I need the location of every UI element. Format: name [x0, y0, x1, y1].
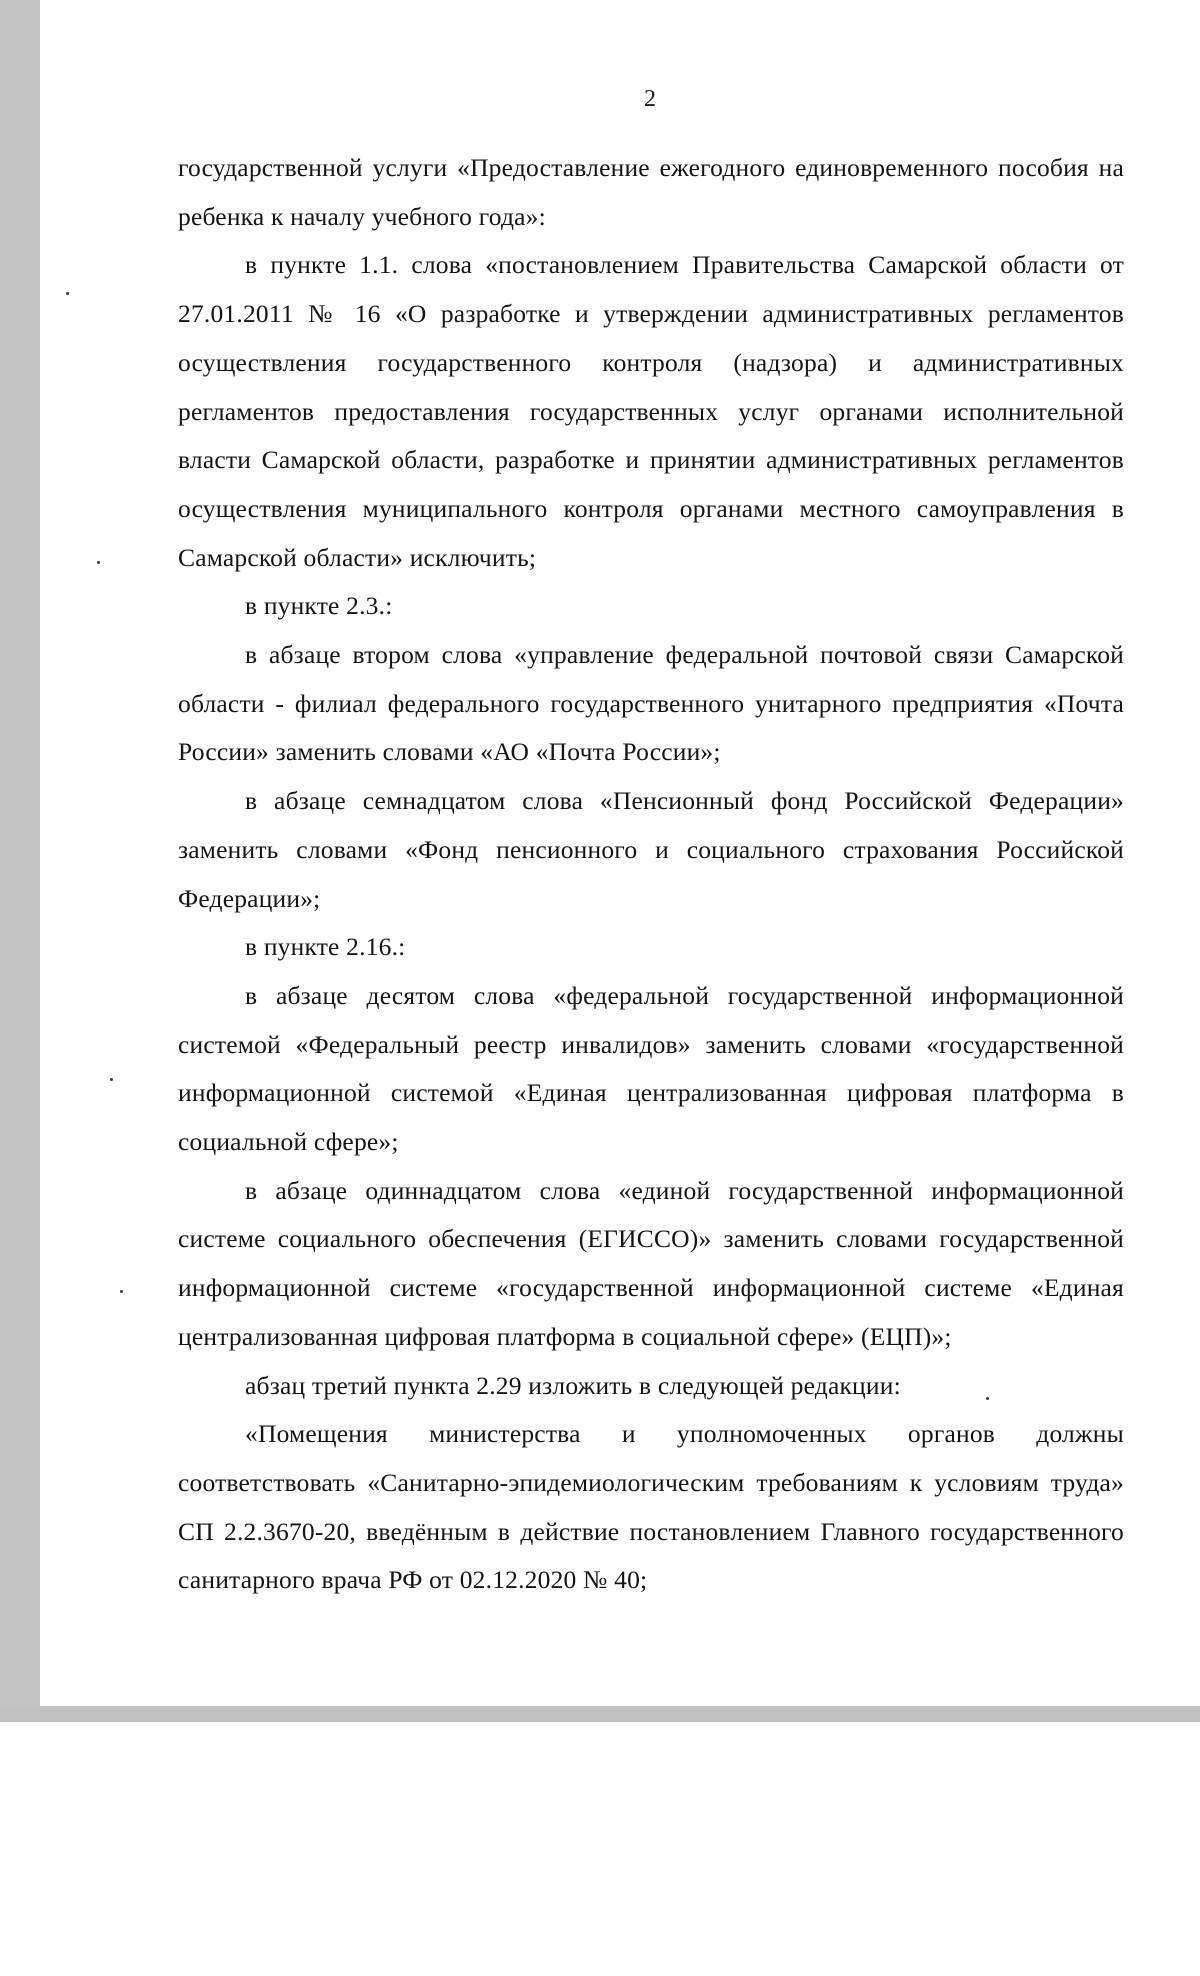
scan-speck [120, 1290, 123, 1293]
scan-border-left [0, 0, 40, 1712]
document-body [178, 144, 1124, 1605]
paragraph-intro: государственной услуги «Предоставление ежегодного единовременного пособия на ребенка к началу учебного года»: [178, 153, 1124, 231]
scan-speck [986, 1397, 989, 1400]
paragraph-point-2-16-tenth: в абзаце десятом слова «федеральной государственной информационной системой «Федеральный реестр инвалидов» заменить словами «государственной информационной системой «Единая централизованная цифровая платформа в социальной сфере»; [178, 980, 1124, 1157]
scan-speck [110, 1078, 113, 1081]
scan-speck [66, 292, 69, 295]
paragraph-point-2-3-second: в абзаце втором слова «управление федеральной почтовой связи Самарской области - филиал федерального государственного унитарного предприятия «Почта России» заменить словами «АО «Почта России»; [178, 640, 1124, 767]
page-number: 2 [644, 86, 656, 112]
scan-speck [97, 561, 100, 564]
paragraph-point-2-16-heading: в пункте 2.16.: [245, 932, 406, 962]
paragraph-point-2-16-eleventh: в абзаце одиннадцатом слова «единой государственной информационной системе социального обеспечения (ЕГИССО)» заменить словами государственной информационной системе «государственной информационной системе «Единая централизованная цифровая платформа в социальной сфере» (ЕЦП)»; [178, 1175, 1124, 1351]
paragraph-point-2-3-heading: в пункте 2.3.: [245, 591, 393, 621]
paragraph-point-2-3-seventeenth: в абзаце семнадцатом слова «Пенсионный фонд Российской Федерации» заменить словами «Фонд пенсионного и социального страхования Российской Федерации»; [178, 786, 1124, 913]
scan-border-bottom [0, 1706, 1200, 1722]
paragraph-point-2-29-heading: абзац третий пункта 2.29 изложить в следующей редакции: [245, 1370, 901, 1400]
paragraph-point-1-1: в пункте 1.1. слова «постановлением Правительства Самарской области от 27.01.2011 № 16 «О разработке и утверждении административных регламентов осуществления государственного контроля (надзора) и административных регламентов предоставления государственных услуг органами исполнительной власти Самарской области, разработке и принятии административных регламентов осуществления муниципального контроля органами местного самоуправления в Самарской области» исключить; [178, 250, 1124, 572]
paragraph-point-2-29-text: «Помещения министерства и уполномоченных органов должны соответствовать «Санитарно-эпидемиологическим требованиям к условиям труда» СП 2.2.3670-20, введённым в действие постановлением Главного государственного санитарного врача РФ от 02.12.2020 № 40; [178, 1419, 1124, 1595]
